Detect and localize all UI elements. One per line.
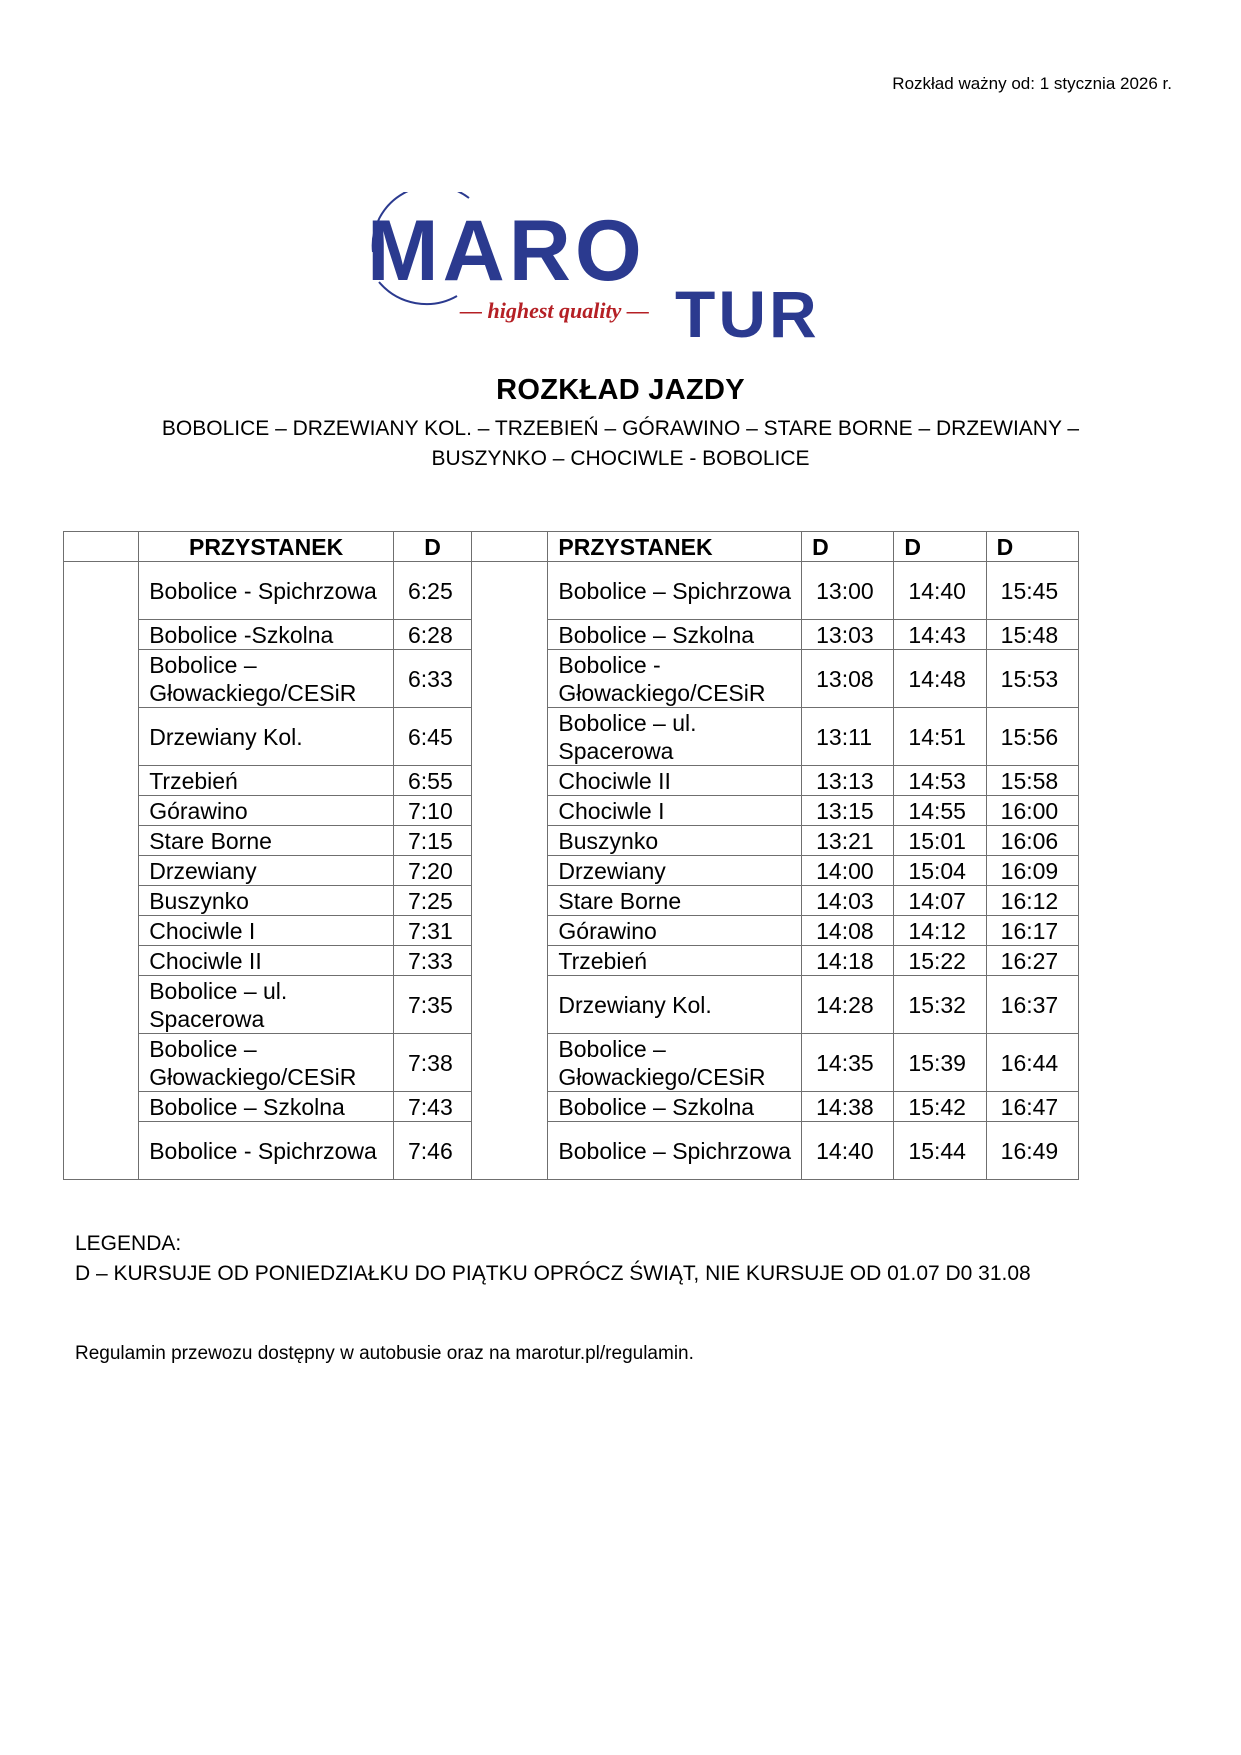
table-row <box>64 766 1079 796</box>
logo-tagline: — highest quality — <box>460 298 649 323</box>
table-row <box>64 1122 1079 1180</box>
table-row <box>64 946 1079 976</box>
blank-column <box>64 562 139 1180</box>
right-time-cell-1: 13:03 <box>802 620 894 650</box>
left-stop-cell: Bobolice - Spichrzowa <box>139 1122 394 1180</box>
table-row <box>64 562 1079 620</box>
right-stop-cell: Bobolice – ul. Spacerowa <box>548 708 802 766</box>
left-time-cell: 7:20 <box>393 856 471 886</box>
right-time-cell-1: 13:13 <box>802 766 894 796</box>
right-time-cell-1: 14:35 <box>802 1034 894 1092</box>
right-stop-cell: Buszynko <box>548 826 802 856</box>
right-time-cell-1: 14:28 <box>802 976 894 1034</box>
table-row <box>64 708 1079 766</box>
left-stop-cell: Trzebień <box>139 766 394 796</box>
right-stop-cell: Bobolice – Szkolna <box>548 620 802 650</box>
right-time-cell-2: 14:07 <box>894 886 986 916</box>
right-time-cell-2: 14:53 <box>894 766 986 796</box>
table-row <box>64 1092 1079 1122</box>
left-stop-cell: Bobolice - Spichrzowa <box>139 562 394 620</box>
blank-column <box>472 562 548 1180</box>
logo-word-bottom: TUR <box>675 277 820 342</box>
table-row <box>64 886 1079 916</box>
left-time-cell: 7:31 <box>393 916 471 946</box>
header-right-d3: D <box>986 532 1078 562</box>
right-time-cell-1: 14:08 <box>802 916 894 946</box>
right-stop-cell: Bobolice – Spichrzowa <box>548 1122 802 1180</box>
right-stop-cell: Drzewiany <box>548 856 802 886</box>
header-right-d2: D <box>894 532 986 562</box>
right-stop-cell: Stare Borne <box>548 886 802 916</box>
left-time-cell: 7:15 <box>393 826 471 856</box>
right-time-cell-3: 16:44 <box>986 1034 1078 1092</box>
right-stop-cell: Chociwle II <box>548 766 802 796</box>
right-time-cell-1: 13:21 <box>802 826 894 856</box>
right-time-cell-3: 16:12 <box>986 886 1078 916</box>
right-time-cell-2: 14:51 <box>894 708 986 766</box>
right-time-cell-2: 15:22 <box>894 946 986 976</box>
left-time-cell: 7:38 <box>393 1034 471 1092</box>
table-row <box>64 916 1079 946</box>
right-time-cell-1: 14:00 <box>802 856 894 886</box>
right-stop-cell: Górawino <box>548 916 802 946</box>
table-row <box>64 796 1079 826</box>
route-line-1: BOBOLICE – DRZEWIANY KOL. – TRZEBIEŃ – GÓRAWINO – STARE BORNE – DRZEWIANY – <box>161 417 1080 440</box>
marotur-logo <box>365 192 877 342</box>
right-time-cell-3: 16:00 <box>986 796 1078 826</box>
right-time-cell-3: 15:48 <box>986 620 1078 650</box>
left-stop-cell: Drzewiany Kol. <box>139 708 394 766</box>
page-title: ROZKŁAD JAZDY <box>496 374 745 406</box>
left-time-cell: 7:46 <box>393 1122 471 1180</box>
right-time-cell-3: 16:47 <box>986 1092 1078 1122</box>
table-header-row <box>64 532 1079 562</box>
header-left-stop: PRZYSTANEK <box>139 532 394 562</box>
right-time-cell-2: 14:43 <box>894 620 986 650</box>
left-stop-cell: Bobolice – ul. Spacerowa <box>139 976 394 1034</box>
right-time-cell-3: 15:53 <box>986 650 1078 708</box>
right-time-cell-3: 15:56 <box>986 708 1078 766</box>
right-time-cell-3: 15:45 <box>986 562 1078 620</box>
right-stop-cell: Bobolice - Głowackiego/CESiR <box>548 650 802 708</box>
left-stop-cell: Stare Borne <box>139 826 394 856</box>
right-time-cell-3: 16:49 <box>986 1122 1078 1180</box>
legend <box>75 1229 1031 1289</box>
right-stop-cell: Bobolice – Głowackiego/CESiR <box>548 1034 802 1092</box>
table-row <box>64 976 1079 1034</box>
right-stop-cell: Bobolice – Szkolna <box>548 1092 802 1122</box>
right-stop-cell: Trzebień <box>548 946 802 976</box>
right-time-cell-1: 14:40 <box>802 1122 894 1180</box>
left-time-cell: 7:33 <box>393 946 471 976</box>
left-stop-cell: Buszynko <box>139 886 394 916</box>
left-time-cell: 6:45 <box>393 708 471 766</box>
right-time-cell-2: 15:42 <box>894 1092 986 1122</box>
right-time-cell-1: 14:03 <box>802 886 894 916</box>
left-stop-cell: Bobolice – Głowackiego/CESiR <box>139 650 394 708</box>
header-right-stop: PRZYSTANEK <box>548 532 802 562</box>
logo-word-top: MARO <box>367 203 646 299</box>
blank-cell <box>472 532 548 562</box>
right-time-cell-2: 15:39 <box>894 1034 986 1092</box>
validity-date: Rozkład ważny od: 1 stycznia 2026 r. <box>892 74 1172 93</box>
left-time-cell: 6:25 <box>393 562 471 620</box>
table-row <box>64 620 1079 650</box>
left-stop-cell: Górawino <box>139 796 394 826</box>
header-left-d: D <box>393 532 471 562</box>
left-time-cell: 6:33 <box>393 650 471 708</box>
left-stop-cell: Chociwle II <box>139 946 394 976</box>
left-stop-cell: Bobolice – Szkolna <box>139 1092 394 1122</box>
right-time-cell-2: 14:40 <box>894 562 986 620</box>
right-time-cell-3: 16:27 <box>986 946 1078 976</box>
right-time-cell-1: 14:18 <box>802 946 894 976</box>
right-time-cell-1: 13:11 <box>802 708 894 766</box>
route-description <box>100 414 1141 474</box>
left-stop-cell: Drzewiany <box>139 856 394 886</box>
left-time-cell: 6:28 <box>393 620 471 650</box>
legend-d-note: D – KURSUJE OD PONIEDZIAŁKU DO PIĄTKU OPRÓCZ ŚWIĄT, NIE KURSUJE OD 01.07 D0 31.08 <box>75 1262 1031 1285</box>
right-time-cell-2: 15:44 <box>894 1122 986 1180</box>
table-row <box>64 826 1079 856</box>
blank-cell <box>64 532 139 562</box>
right-time-cell-1: 14:38 <box>802 1092 894 1122</box>
left-time-cell: 7:25 <box>393 886 471 916</box>
right-time-cell-1: 13:08 <box>802 650 894 708</box>
right-time-cell-1: 13:00 <box>802 562 894 620</box>
right-stop-cell: Bobolice – Spichrzowa <box>548 562 802 620</box>
table-row <box>64 1034 1079 1092</box>
rules-note: Regulamin przewozu dostępny w autobusie oraz na marotur.pl/regulamin. <box>75 1343 694 1364</box>
route-line-2: BUSZYNKO – CHOCIWLE - BOBOLICE <box>431 447 810 470</box>
legend-heading: LEGENDA: <box>75 1232 182 1255</box>
right-time-cell-2: 14:12 <box>894 916 986 946</box>
right-time-cell-2: 15:32 <box>894 976 986 1034</box>
right-time-cell-1: 13:15 <box>802 796 894 826</box>
table-row <box>64 856 1079 886</box>
right-time-cell-2: 14:48 <box>894 650 986 708</box>
right-time-cell-2: 15:01 <box>894 826 986 856</box>
right-time-cell-2: 15:04 <box>894 856 986 886</box>
right-time-cell-3: 16:09 <box>986 856 1078 886</box>
table-row <box>64 650 1079 708</box>
right-time-cell-2: 14:55 <box>894 796 986 826</box>
header-right-d1: D <box>802 532 894 562</box>
left-stop-cell: Chociwle I <box>139 916 394 946</box>
right-time-cell-3: 16:17 <box>986 916 1078 946</box>
right-time-cell-3: 16:06 <box>986 826 1078 856</box>
right-stop-cell: Drzewiany Kol. <box>548 976 802 1034</box>
left-time-cell: 7:10 <box>393 796 471 826</box>
left-stop-cell: Bobolice – Głowackiego/CESiR <box>139 1034 394 1092</box>
left-time-cell: 7:43 <box>393 1092 471 1122</box>
right-time-cell-3: 15:58 <box>986 766 1078 796</box>
timetable <box>63 531 1079 1180</box>
left-stop-cell: Bobolice -Szkolna <box>139 620 394 650</box>
left-time-cell: 6:55 <box>393 766 471 796</box>
left-time-cell: 7:35 <box>393 976 471 1034</box>
right-stop-cell: Chociwle I <box>548 796 802 826</box>
right-time-cell-3: 16:37 <box>986 976 1078 1034</box>
